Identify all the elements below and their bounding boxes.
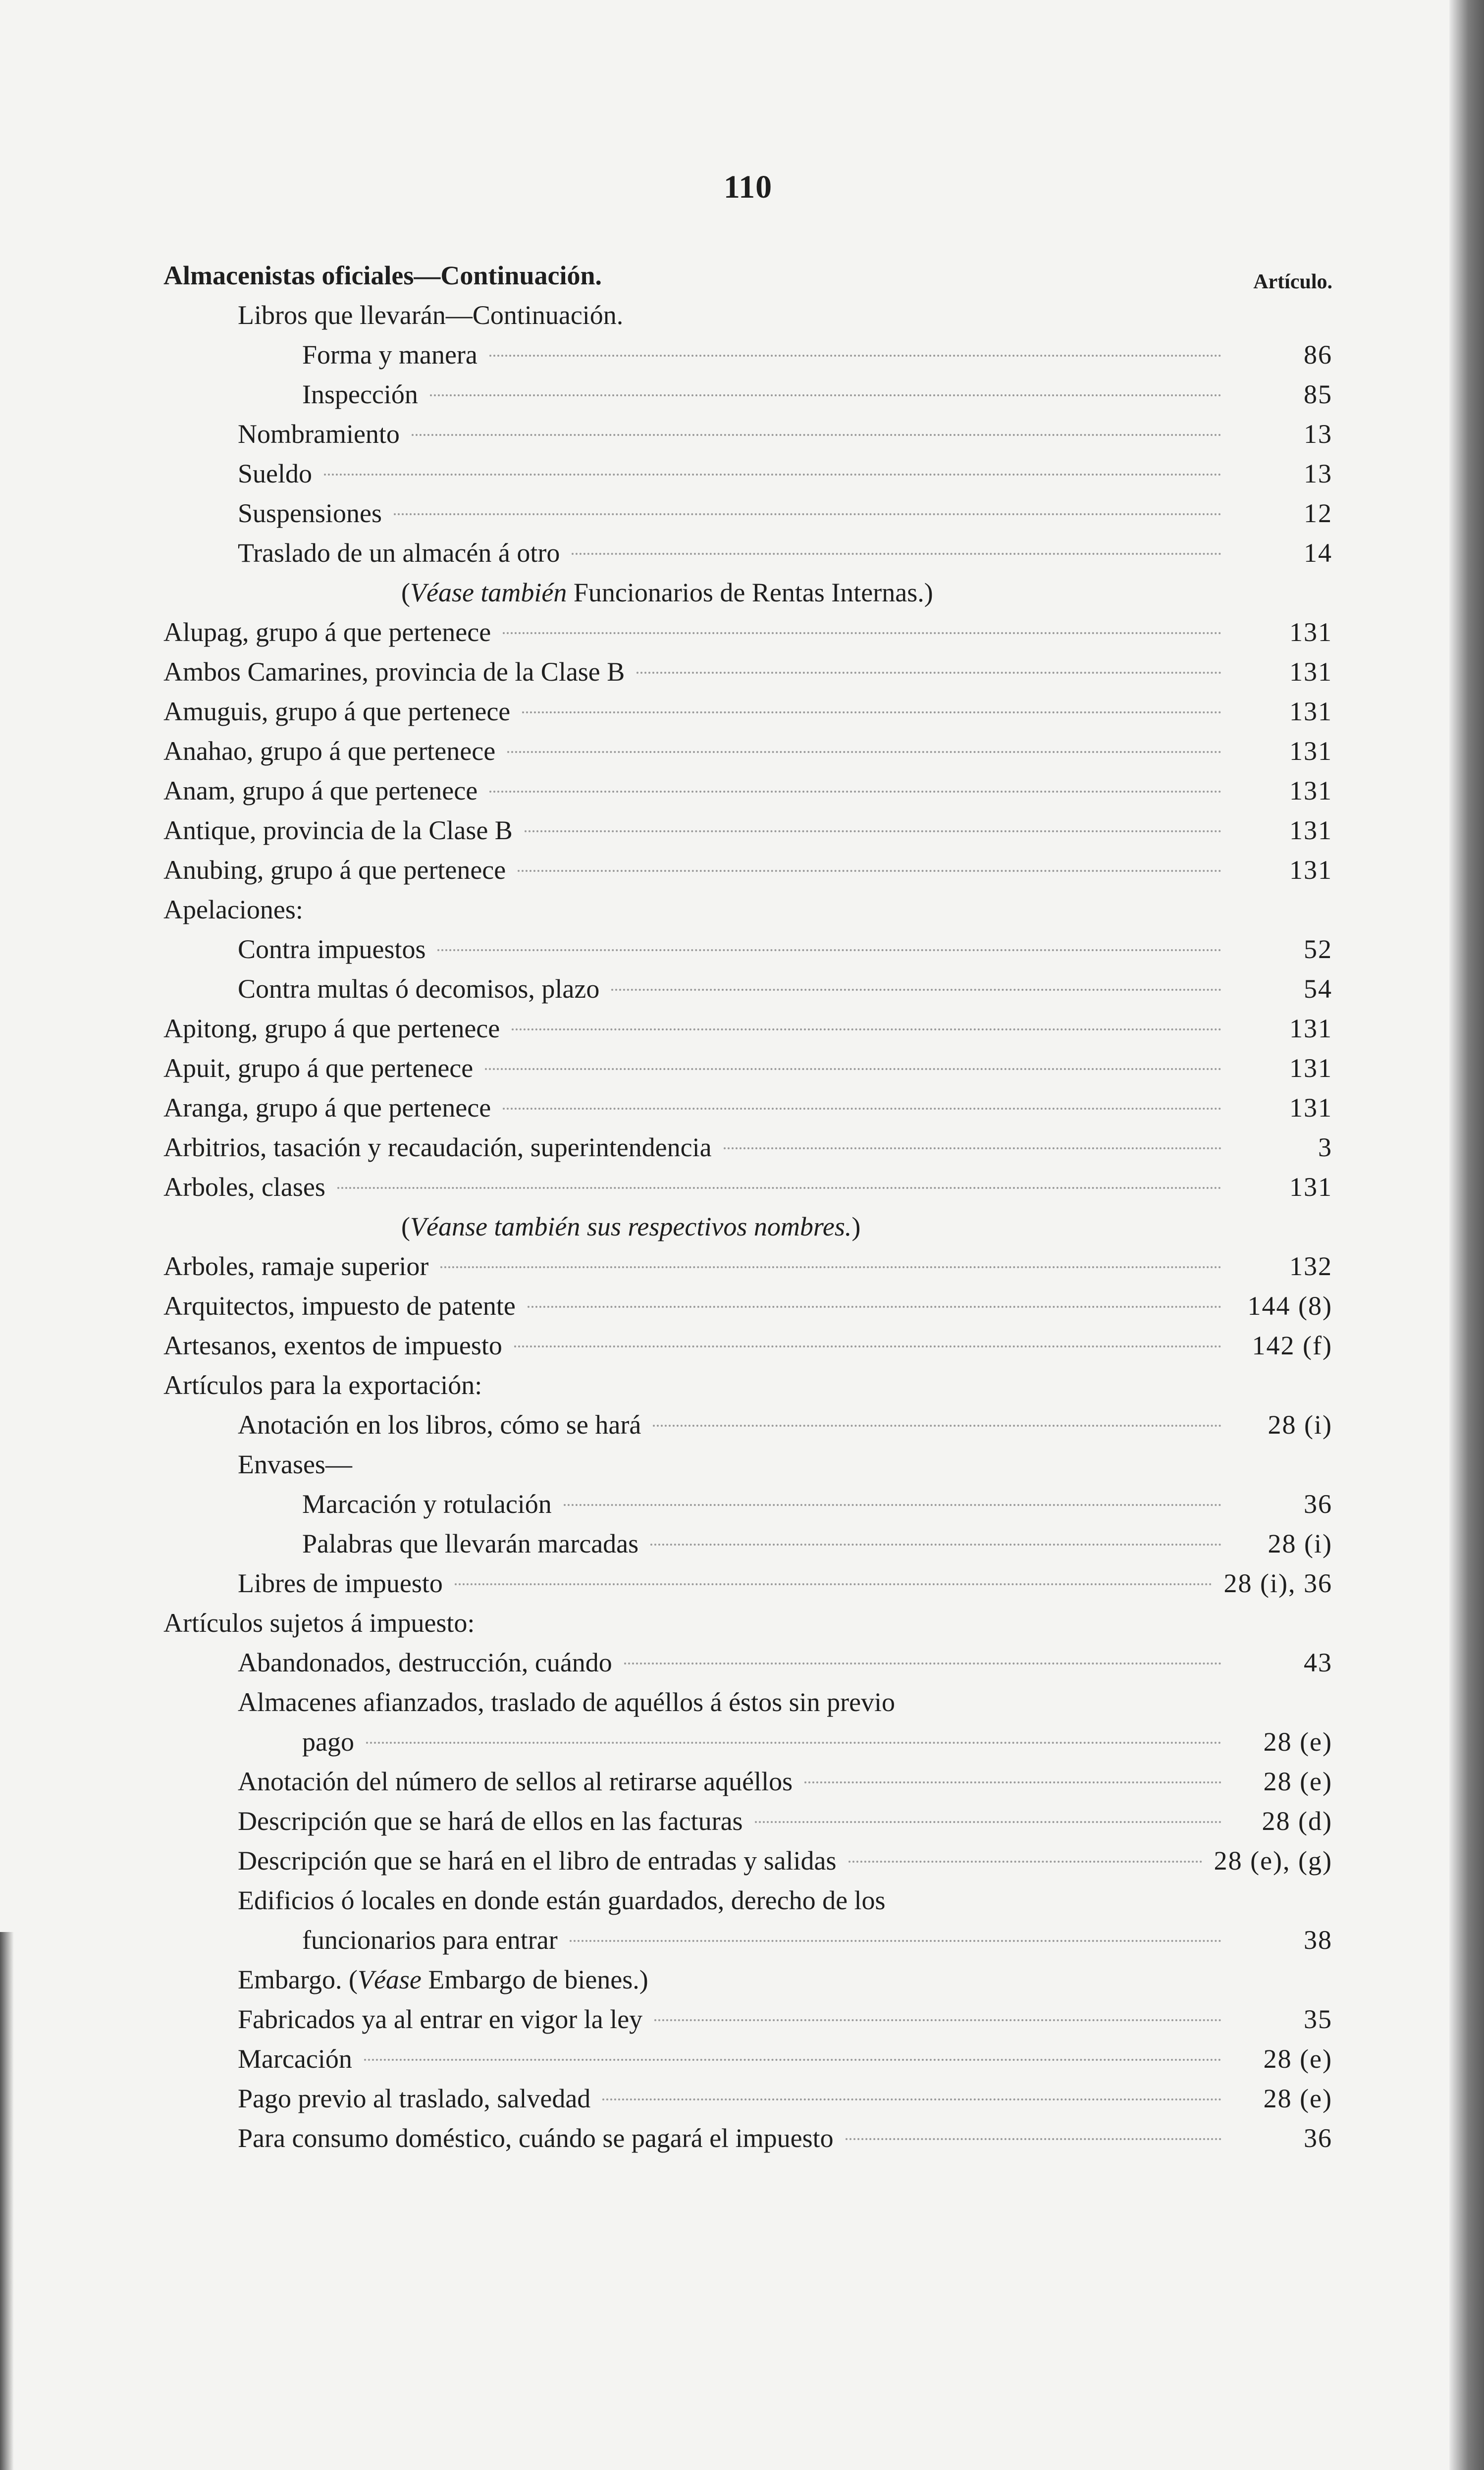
dot-leader [654, 2019, 1221, 2021]
entry-label: Libros que llevarán—Continuación. [238, 300, 624, 330]
dot-leader [724, 1147, 1221, 1149]
entry-label: Almacenes afianzados, traslado de aquéllos á éstos sin previo [238, 1687, 896, 1717]
dot-leader [624, 1663, 1221, 1665]
entry-label: Artículos sujetos á impuesto: [163, 1608, 475, 1638]
dot-leader [507, 751, 1221, 753]
entry-label: Contra impuestos [238, 934, 426, 964]
dot-leader [394, 513, 1221, 515]
page-number: 110 [723, 169, 773, 205]
article-reference: 144 (8) [1247, 1291, 1332, 1321]
entry-label: Anubing, grupo á que pertenece [163, 855, 506, 885]
note-open: ( [401, 578, 410, 607]
entry-label: Marcación [238, 2044, 352, 2074]
dot-leader [602, 2098, 1221, 2100]
entry-label: Almacenistas oficiales—Continuación. [163, 261, 602, 290]
index-subentry [163, 1841, 1332, 1880]
article-reference: 12 [1304, 498, 1332, 528]
entry-label: Inspección [302, 379, 418, 409]
entry-label: Embargo. ( [238, 1965, 358, 1994]
dot-leader [437, 949, 1221, 951]
entry-label: Envases— [238, 1450, 352, 1479]
index-entry [163, 1326, 1332, 1365]
article-reference: 35 [1304, 2004, 1332, 2034]
note-rest: Funcionarios de Rentas Internas.) [567, 578, 933, 607]
index-subentry [163, 1801, 1332, 1841]
entry-label: funcionarios para entrar [302, 1925, 558, 1955]
entry-label: Alupag, grupo á que pertenece [163, 617, 491, 647]
article-reference: 28 (e) [1263, 2084, 1332, 2113]
index-page [163, 168, 1332, 2158]
article-reference: 43 [1304, 1648, 1332, 1677]
article-reference: 142 (f) [1252, 1331, 1332, 1360]
index-list [163, 256, 1332, 2158]
index-entry [163, 1286, 1332, 1326]
index-subentry [163, 1999, 1332, 2039]
index-subentry [163, 1762, 1332, 1801]
entry-label: Descripción que se hará de ellos en las facturas [238, 1806, 743, 1836]
dot-leader [512, 1028, 1221, 1030]
article-reference: 131 [1289, 617, 1332, 647]
entry-label: Para consumo doméstico, cuándo se pagará el impuesto [238, 2123, 834, 2153]
dot-leader [430, 394, 1221, 396]
dot-leader [489, 791, 1221, 793]
article-reference: 52 [1304, 934, 1332, 964]
index-entry [163, 850, 1332, 890]
index-entry-wrapped [163, 1682, 1332, 1722]
index-subentry [163, 929, 1332, 969]
entry-label: Antique, provincia de la Clase B [163, 815, 513, 845]
index-entry-wrapped [163, 1880, 1332, 1920]
entry-label: Nombramiento [238, 419, 400, 449]
article-reference: 14 [1304, 538, 1332, 568]
index-entry [163, 652, 1332, 692]
dot-leader [455, 1583, 1212, 1585]
article-reference: 85 [1304, 379, 1332, 409]
index-entry [163, 1048, 1332, 1088]
index-subentry [163, 335, 1332, 375]
article-reference: 28 (i) [1268, 1410, 1332, 1440]
index-subentry [163, 375, 1332, 414]
dot-leader [364, 2059, 1221, 2061]
page-edge-shadow [1449, 0, 1484, 2470]
entry-label: Palabras que llevarán marcadas [302, 1529, 639, 1558]
entry-label: Forma y manera [302, 340, 477, 370]
dot-leader [804, 1781, 1221, 1783]
article-reference: 131 [1289, 657, 1332, 687]
dot-leader [503, 632, 1221, 634]
dot-leader [611, 989, 1221, 991]
dot-leader [522, 711, 1221, 713]
dot-leader [324, 474, 1221, 476]
index-subentry [163, 454, 1332, 493]
dot-leader [412, 434, 1221, 436]
index-entry [163, 1088, 1332, 1128]
entry-label: Sueldo [238, 459, 313, 488]
entry-label: Descripción que se hará en el libro de entradas y salidas [238, 1846, 837, 1876]
index-subentry [163, 1722, 1332, 1762]
article-reference: 131 [1289, 1014, 1332, 1043]
index-subentry [163, 1484, 1332, 1524]
article-reference: 36 [1304, 2123, 1332, 2153]
dot-leader [564, 1504, 1221, 1506]
index-subentry [163, 2118, 1332, 2158]
dot-leader [570, 1940, 1221, 1942]
index-entry [163, 1167, 1332, 1207]
dot-leader [485, 1068, 1221, 1070]
index-subentry [163, 493, 1332, 533]
article-reference: 13 [1304, 419, 1332, 449]
index-entry [163, 1365, 1332, 1405]
dot-leader [525, 830, 1221, 832]
index-entry-see-also [163, 1960, 1332, 1999]
note-rest: ) [851, 1212, 861, 1241]
article-reference: 131 [1289, 1053, 1332, 1083]
entry-label: Artesanos, exentos de impuesto [163, 1331, 502, 1360]
article-reference: 28 (e) [1263, 1767, 1332, 1796]
index-entry [163, 771, 1332, 810]
entry-label: Apitong, grupo á que pertenece [163, 1014, 500, 1043]
dot-leader [636, 672, 1221, 674]
article-reference: 3 [1318, 1132, 1332, 1162]
entry-label: Abandonados, destrucción, cuándo [238, 1648, 612, 1677]
index-subentry [163, 2079, 1332, 2118]
column-header-articulo: Artículo. [1253, 270, 1332, 293]
entry-label: Arboles, clases [163, 1172, 325, 1202]
entry-label: Anotación en los libros, cómo se hará [238, 1410, 641, 1440]
index-entry [163, 731, 1332, 771]
article-reference: 86 [1304, 340, 1332, 370]
note-italic: Véase [357, 1965, 422, 1994]
entry-label: Apuit, grupo á que pertenece [163, 1053, 474, 1083]
entry-label: Apelaciones: [163, 895, 303, 924]
article-reference: 28 (i) [1268, 1529, 1332, 1558]
note-italic: Véanse también sus respectivos nombres. [410, 1212, 852, 1241]
see-also-note [163, 573, 1332, 612]
dot-leader [653, 1425, 1221, 1427]
dot-leader [755, 1821, 1221, 1823]
entry-label: Arboles, ramaje superior [163, 1251, 429, 1281]
article-reference: 28 (e) [1263, 2044, 1332, 2074]
article-reference: 131 [1289, 736, 1332, 766]
index-subentry [163, 1920, 1332, 1960]
index-subentry [163, 2039, 1332, 2079]
dot-leader [440, 1266, 1221, 1268]
article-reference: 36 [1304, 1489, 1332, 1519]
dot-leader [337, 1187, 1221, 1189]
entry-label: Arquitectos, impuesto de patente [163, 1291, 516, 1321]
article-reference: 131 [1289, 815, 1332, 845]
index-subentry [163, 969, 1332, 1009]
dot-leader [528, 1306, 1221, 1308]
note-italic: Véase también [410, 578, 567, 607]
index-entry [163, 810, 1332, 850]
entry-label: Fabricados ya al entrar en vigor la ley [238, 2004, 643, 2034]
index-entry [163, 692, 1332, 731]
entry-label: Edificios ó locales en donde están guardados, derecho de los [238, 1885, 886, 1915]
entry-label: Aranga, grupo á que pertenece [163, 1093, 491, 1123]
article-reference: 131 [1289, 1172, 1332, 1202]
index-entry [163, 1009, 1332, 1048]
index-subentry [163, 414, 1332, 454]
dot-leader [572, 553, 1221, 555]
entry-label: Arbitrios, tasación y recaudación, superintendencia [163, 1132, 712, 1162]
index-entry [163, 1246, 1332, 1286]
index-subentry [163, 1524, 1332, 1563]
article-reference: 131 [1289, 855, 1332, 885]
article-reference: 132 [1289, 1251, 1332, 1281]
entry-label: Amuguis, grupo á que pertenece [163, 697, 511, 726]
dot-leader [846, 2138, 1221, 2140]
index-subentry [163, 295, 1332, 335]
article-reference: 131 [1289, 776, 1332, 805]
entry-label: Pago previo al traslado, salvedad [238, 2084, 591, 2113]
index-entry [163, 890, 1332, 929]
dot-leader [848, 1861, 1202, 1863]
article-reference: 131 [1289, 1093, 1332, 1123]
index-entry [163, 256, 1332, 295]
dot-leader [518, 870, 1221, 872]
article-reference: 54 [1304, 974, 1332, 1004]
index-entry [163, 612, 1332, 652]
article-reference: 28 (i), 36 [1223, 1568, 1332, 1598]
entry-label: Suspensiones [238, 498, 382, 528]
dot-leader [489, 355, 1221, 357]
article-reference: 28 (d) [1262, 1806, 1332, 1836]
dot-leader [650, 1544, 1221, 1546]
dot-leader [366, 1742, 1221, 1744]
note-open: ( [401, 1212, 410, 1241]
entry-label: Anam, grupo á que pertenece [163, 776, 478, 805]
index-subentry [163, 533, 1332, 573]
index-entry [163, 1128, 1332, 1167]
entry-label: Marcación y rotulación [302, 1489, 552, 1519]
index-subentry [163, 1563, 1332, 1603]
entry-label: Traslado de un almacén á otro [238, 538, 560, 568]
entry-label: Anotación del número de sellos al retirarse aquéllos [238, 1767, 793, 1796]
article-reference: 28 (e) [1263, 1727, 1332, 1757]
entry-label: pago [302, 1727, 354, 1757]
entry-label: Contra multas ó decomisos, plazo [238, 974, 600, 1004]
dot-leader [514, 1345, 1221, 1347]
entry-label: Ambos Camarines, provincia de la Clase B [163, 657, 625, 687]
article-reference: 38 [1304, 1925, 1332, 1955]
entry-label: Artículos para la exportación: [163, 1370, 482, 1400]
see-also-note [163, 1207, 1332, 1246]
entry-label: Anahao, grupo á que pertenece [163, 736, 496, 766]
index-subentry [163, 1643, 1332, 1682]
page-left-shadow [0, 1932, 14, 2470]
dot-leader [503, 1108, 1221, 1110]
entry-label: Libres de impuesto [238, 1568, 443, 1598]
article-reference: 131 [1289, 697, 1332, 726]
index-subentry [163, 1405, 1332, 1445]
note-rest: Embargo de bienes.) [421, 1965, 648, 1994]
index-subentry [163, 1445, 1332, 1484]
index-entry [163, 1603, 1332, 1643]
article-reference: 28 (e), (g) [1214, 1846, 1332, 1876]
article-reference: 13 [1304, 459, 1332, 488]
